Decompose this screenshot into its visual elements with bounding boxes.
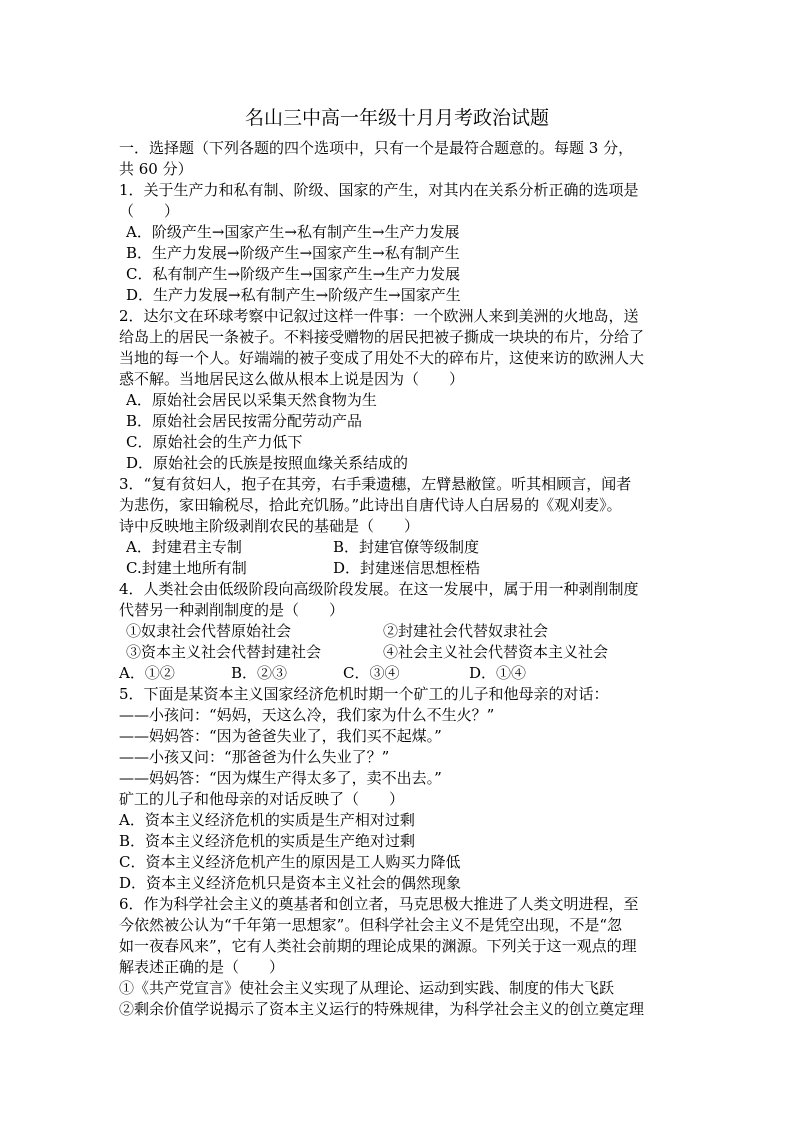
q4-option-b: B．②③ <box>231 664 288 682</box>
q5-option-b: B．资本主义经济危机的实质是生产绝对过剩 <box>119 832 416 850</box>
q2-option-a: A．原始社会居民以采集天然食物为生 <box>126 391 377 409</box>
q2-stem-2: 给岛上的居民一条被子。不料接受赠物的居民把被子撕成一块块的布片，分给了 <box>119 328 645 346</box>
q1-option-a: A．阶级产生→国家产生→私有制产生→生产力发展 <box>126 223 460 241</box>
q2-stem: 2．达尔文在环球考察中记叙过这样一件事：一个欧洲人来到美洲的火地岛，送 <box>119 307 639 325</box>
q5-stem-2: 矿工的儿子和他母亲的对话反映了（ ） <box>119 790 405 808</box>
q3-stem-3: 诗中反映地主阶级剥削农民的基础是（ ） <box>119 517 420 535</box>
section-heading-cont: 共 60 分） <box>119 160 193 178</box>
q6-stem-2: 今依然被公认为“千年第一思想家”。但科学社会主义不是凭空出现，不是“忽 <box>119 916 623 934</box>
q6-stem-3: 如一夜春风来”，它有人类社会前期的理论成果的渊源。下列关于这一观点的理 <box>119 937 637 955</box>
q4-item-3: ③资本主义社会代替封建社会 <box>126 643 322 661</box>
q3-option-a: A．封建君主专制 <box>126 538 242 556</box>
q4-item-2: ②封建社会代替奴隶社会 <box>383 622 549 640</box>
q4-stem-2: 代替另一种剥削制度的是（ ） <box>119 601 345 619</box>
q1-option-d: D．生产力发展→私有制产生→阶级产生→国家产生 <box>126 286 461 304</box>
q5-option-d: D．资本主义经济危机只是资本主义社会的偶然现象 <box>119 874 462 892</box>
q2-stem-3: 当地的每一个人。好端端的被子变成了用处不大的碎布片，这使来访的欧洲人大 <box>119 349 645 367</box>
q5-option-c: C．资本主义经济危机产生的原因是工人购买力降低 <box>119 853 461 871</box>
q5-option-a: A．资本主义经济危机的实质是生产相对过剩 <box>119 811 415 829</box>
q5-dialog-1: ——小孩问：“妈妈，天这么冷，我们家为什么不生火？” <box>119 706 495 724</box>
q4-stem: 4．人类社会由低级阶段向高级阶段发展。在这一发展中，属于用一种剥削制度 <box>119 580 639 598</box>
q2-option-d: D．原始社会的氏族是按照血缘关系结成的 <box>126 454 409 472</box>
q5-dialog-3: ——小孩又问：“那爸爸为什么失业了？” <box>119 748 390 766</box>
q6-stem: 6．作为科学社会主义的奠基者和创立者，马克思极大推进了人类文明进程，至 <box>119 895 639 913</box>
q6-item-1: ①《共产党宣言》使社会主义实现了从理论、运动到实践、制度的伟大飞跃 <box>119 979 615 997</box>
q3-option-b: B．封建官僚等级制度 <box>333 538 480 556</box>
q2-option-c: C．原始社会的生产力低下 <box>126 433 303 451</box>
q1-option-c: C．私有制产生→阶级产生→国家产生→生产力发展 <box>126 265 461 283</box>
q5-stem: 5．下面是某资本主义国家经济危机时期一个矿工的儿子和他母亲的对话： <box>119 685 609 703</box>
q6-stem-4: 解表述正确的是（ ） <box>119 958 285 976</box>
q4-item-1: ①奴隶社会代替原始社会 <box>126 622 292 640</box>
exam-title: 名山三中高一年级十月月考政治试题 <box>244 107 549 129</box>
q1-stem-cont: （ ） <box>119 202 180 220</box>
section-heading: 一．选择题（下列各题的四个选项中，只有一个是最符合题意的。每题 3 分， <box>119 139 634 157</box>
q1-option-b: B．生产力发展→阶级产生→国家产生→私有制产生 <box>126 244 460 262</box>
q1-stem: 1．关于生产力和私有制、阶级、国家的产生，对其内在关系分析正确的选项是 <box>119 181 639 199</box>
q5-dialog-4: ——妈妈答：“因为煤生产得太多了，卖不出去。” <box>119 769 442 787</box>
q4-item-4: ④社会主义社会代替资本主义社会 <box>383 643 609 661</box>
q6-item-2: ②剩余价值学说揭示了资本主义运行的特殊规律，为科学社会主义的创立奠定理 <box>119 1000 645 1018</box>
q4-option-d: D．①④ <box>469 664 527 682</box>
q4-option-a: A．①② <box>119 664 175 682</box>
q2-stem-4: 惑不解。当地居民这么做从根本上说是因为（ ） <box>119 370 465 388</box>
q3-stem-2: 为悲伤，家田输税尽，拾此充饥肠。”此诗出自唐代诗人白居易的《观刈麦》。 <box>119 496 622 514</box>
q3-option-c: C.封建土地所有制 <box>126 559 247 577</box>
q4-option-c: C．③④ <box>343 664 400 682</box>
q5-dialog-2: ——妈妈答：“因为爸爸失业了，我们买不起煤。” <box>119 727 442 745</box>
q3-option-d: D．封建迷信思想桎梏 <box>333 559 481 577</box>
q3-stem: 3．“复有贫妇人，抱子在其旁，右手秉遗穗，左臂悬敝筐。听其相顾言，闻者 <box>119 475 632 493</box>
q2-option-b: B．原始社会居民按需分配劳动产品 <box>126 412 363 430</box>
